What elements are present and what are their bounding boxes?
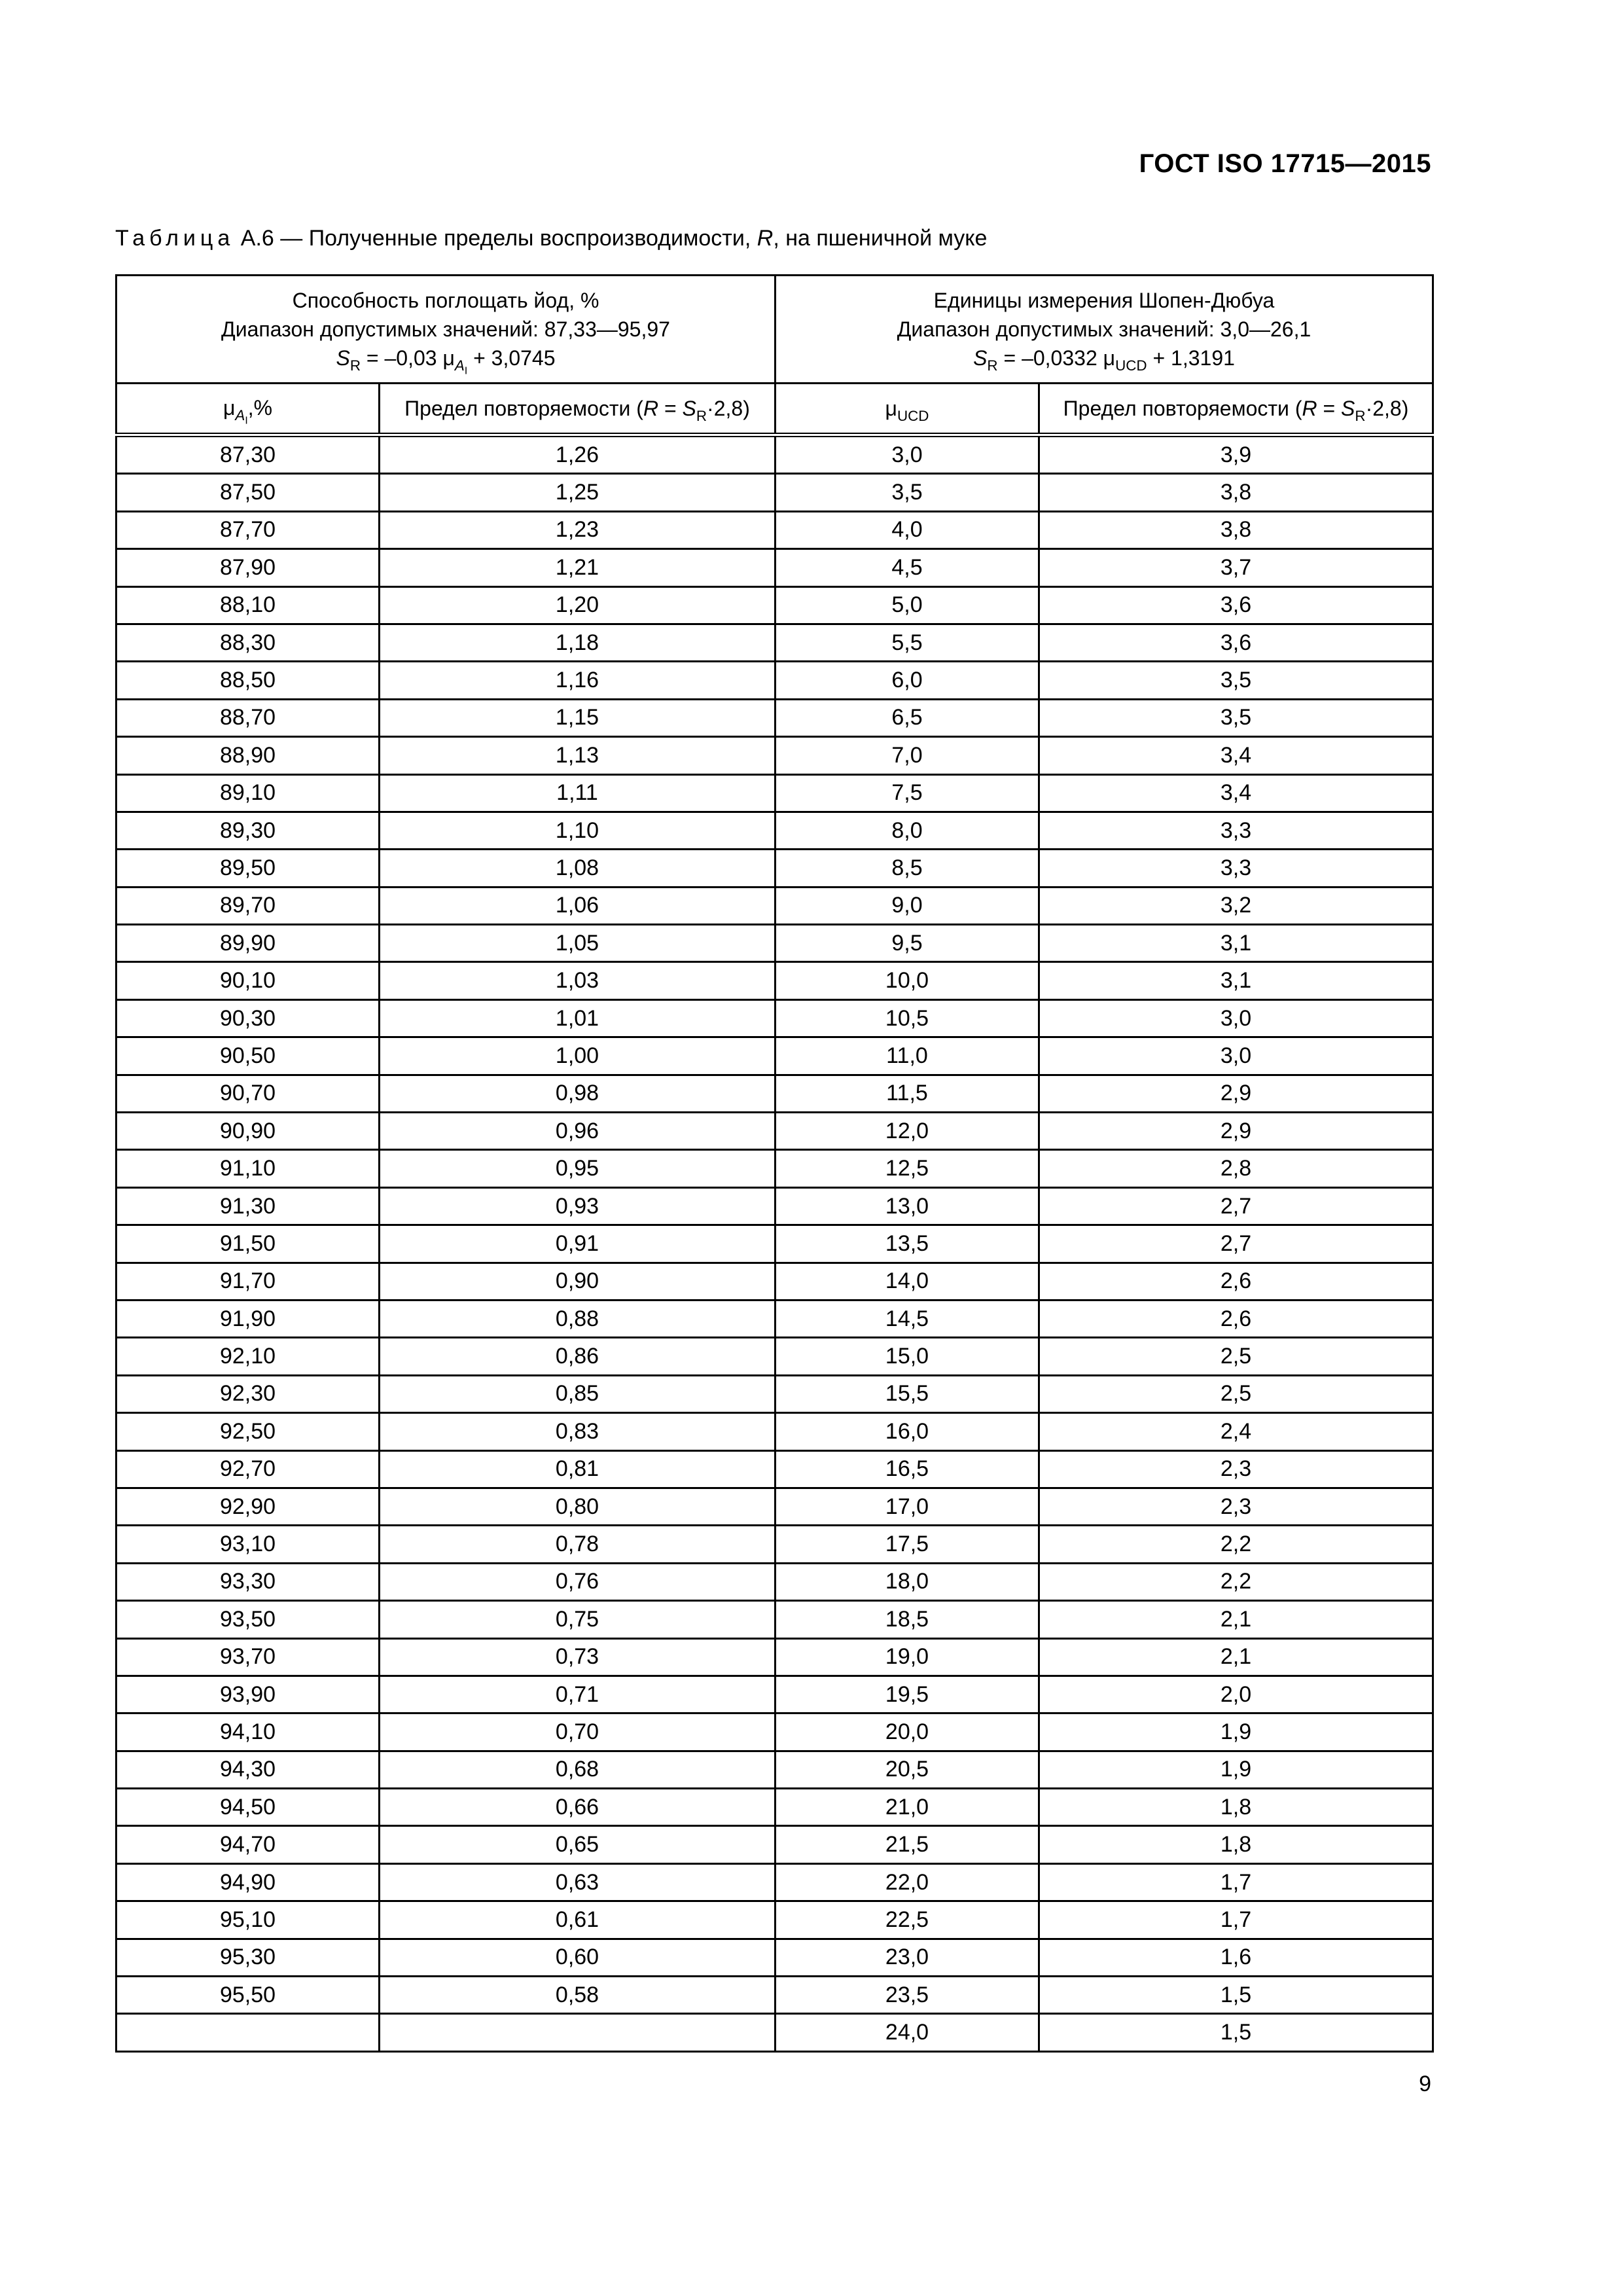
table-cell: 17,5: [776, 1526, 1039, 1563]
table-row: [116, 1526, 1433, 1563]
table-cell: 15,5: [776, 1375, 1039, 1412]
table-cell: 2,9: [1039, 1075, 1433, 1112]
table-cell: 3,6: [1039, 624, 1433, 661]
table-cell: 17,0: [776, 1488, 1039, 1525]
table-cell: 89,90: [116, 925, 380, 962]
table-cell: 20,5: [776, 1751, 1039, 1788]
table-cell: [116, 2014, 380, 2051]
table-row: [116, 1113, 1433, 1150]
table-cell: 2,3: [1039, 1488, 1433, 1525]
table-cell: 87,30: [116, 435, 380, 474]
group2-formula: $S_R = -0,0332$ $\mu_{UCD} + 1,3191$: [973, 346, 1235, 374]
table-cell: 92,10: [116, 1338, 380, 1375]
table-cell: 88,50: [116, 662, 380, 699]
col-header-limit-chopin: Предел повторяемости $(R = S_R\cdot 2,8)$: [1039, 384, 1433, 435]
table-cell: 0,61: [380, 1901, 776, 1939]
table-row: [116, 1300, 1433, 1337]
table-cell: 92,50: [116, 1413, 380, 1450]
table-cell: 0,76: [380, 1563, 776, 1600]
table-cell: 3,8: [1039, 474, 1433, 511]
table-cell: 89,30: [116, 812, 380, 849]
table-row: [116, 925, 1433, 962]
table-cell: 2,4: [1039, 1413, 1433, 1450]
table-cell: 87,90: [116, 549, 380, 586]
table-cell: 89,10: [116, 774, 380, 812]
table-cell: 1,11: [380, 774, 776, 812]
table-cell: 1,05: [380, 925, 776, 962]
table-cell: 95,50: [116, 1977, 380, 2014]
table-cell: 2,8: [1039, 1150, 1433, 1187]
caption-label: Таблица: [115, 226, 235, 251]
table-cell: 19,5: [776, 1676, 1039, 1713]
table-row: [116, 1338, 1433, 1375]
table-cell: 8,5: [776, 850, 1039, 887]
table-row: [116, 1375, 1433, 1412]
table-row: [116, 1413, 1433, 1450]
table-cell: 12,0: [776, 1113, 1039, 1150]
table-cell: 1,26: [380, 435, 776, 474]
col-header-mu-ai: $\mu_{A_I},\%$: [116, 384, 380, 435]
table-cell: 13,0: [776, 1187, 1039, 1225]
group-header-chopin: [776, 276, 1433, 384]
table-cell: 1,25: [380, 474, 776, 511]
table-cell: 13,5: [776, 1225, 1039, 1263]
table-cell: 0,91: [380, 1225, 776, 1263]
page-number: 9: [1419, 2072, 1431, 2096]
table-cell: 0,93: [380, 1187, 776, 1225]
table-row: [116, 850, 1433, 887]
group2-title: Единицы измерения Шопен-Дюбуа: [933, 288, 1275, 312]
table-row: [116, 699, 1433, 736]
table-cell: 7,5: [776, 774, 1039, 812]
table-cell: 2,9: [1039, 1113, 1433, 1150]
table-cell: 15,0: [776, 1338, 1039, 1375]
group1-title: Способность поглощать йод, %: [292, 288, 599, 312]
table-cell: 1,18: [380, 624, 776, 661]
table-cell: 3,0: [1039, 1037, 1433, 1075]
table-row: [116, 435, 1433, 474]
table-row: [116, 662, 1433, 699]
caption-var: R: [757, 226, 774, 251]
table-cell: 3,0: [776, 435, 1039, 474]
table-row: [116, 1826, 1433, 1863]
table-cell: 2,2: [1039, 1526, 1433, 1563]
caption-text-before: А.6 — Полученные пределы воспроизводимости,: [240, 226, 757, 251]
table-cell: 22,0: [776, 1863, 1039, 1901]
table-row: [116, 549, 1433, 586]
table-cell: 1,6: [1039, 1939, 1433, 1976]
table-row: [116, 1187, 1433, 1225]
table-cell: 16,5: [776, 1450, 1039, 1488]
table-cell: 0,66: [380, 1789, 776, 1826]
table-cell: 0,90: [380, 1263, 776, 1300]
table-cell: 0,81: [380, 1450, 776, 1488]
table-cell: 1,8: [1039, 1826, 1433, 1863]
table-cell: 11,0: [776, 1037, 1039, 1075]
table-cell: 3,4: [1039, 774, 1433, 812]
table-cell: 1,08: [380, 850, 776, 887]
table-cell: 19,0: [776, 1638, 1039, 1676]
table-cell: 94,90: [116, 1863, 380, 1901]
table-cell: 94,10: [116, 1713, 380, 1751]
table-row: [116, 1638, 1433, 1676]
table-cell: 0,65: [380, 1826, 776, 1863]
table-cell: 94,50: [116, 1789, 380, 1826]
table-cell: 1,16: [380, 662, 776, 699]
table-cell: 10,0: [776, 962, 1039, 999]
group1-range: Диапазон допустимых значений: 87,33—95,97: [221, 317, 670, 341]
table-cell: 0,71: [380, 1676, 776, 1713]
table-cell: 88,70: [116, 699, 380, 736]
table-row: [116, 1977, 1433, 2014]
table-cell: 0,98: [380, 1075, 776, 1112]
table-cell: 2,1: [1039, 1638, 1433, 1676]
table-cell: 95,10: [116, 1901, 380, 1939]
table-cell: 0,75: [380, 1601, 776, 1638]
table-cell: 0,58: [380, 1977, 776, 2014]
table-cell: 0,85: [380, 1375, 776, 1412]
table-cell: 3,1: [1039, 962, 1433, 999]
col-header-mu-ucd: $\mu_{UCD}$: [776, 384, 1039, 435]
table-cell: 3,8: [1039, 511, 1433, 548]
table-cell: 89,50: [116, 850, 380, 887]
table-cell: 2,5: [1039, 1375, 1433, 1412]
table-row: [116, 1563, 1433, 1600]
table-row: [116, 1789, 1433, 1826]
table-cell: 91,30: [116, 1187, 380, 1225]
table-cell: 95,30: [116, 1939, 380, 1976]
table-cell: 1,21: [380, 549, 776, 586]
table-cell: 9,0: [776, 887, 1039, 924]
table-cell: 7,0: [776, 737, 1039, 774]
table-cell: 4,0: [776, 511, 1039, 548]
table-cell: 3,2: [1039, 887, 1433, 924]
table-cell: 3,5: [1039, 662, 1433, 699]
table-cell: 1,5: [1039, 1977, 1433, 2014]
table-cell: 0,68: [380, 1751, 776, 1788]
table-cell: 6,0: [776, 662, 1039, 699]
table-row: [116, 1075, 1433, 1112]
col-header-limit-iodine: Предел повторяемости $(R = S_R\cdot 2,8)$: [380, 384, 776, 435]
table-cell: 93,10: [116, 1526, 380, 1563]
table-row: [116, 2014, 1433, 2051]
table-cell: 88,10: [116, 586, 380, 624]
table-cell: 89,70: [116, 887, 380, 924]
table-row: [116, 737, 1433, 774]
table-cell: 0,73: [380, 1638, 776, 1676]
table-cell: 0,70: [380, 1713, 776, 1751]
table-cell: 23,0: [776, 1939, 1039, 1976]
table-cell: 1,23: [380, 511, 776, 548]
table-cell: 92,90: [116, 1488, 380, 1525]
table-cell: 3,0: [1039, 999, 1433, 1037]
table-cell: 3,5: [776, 474, 1039, 511]
table-row: [116, 1150, 1433, 1187]
table-row: [116, 774, 1433, 812]
table-cell: 2,5: [1039, 1338, 1433, 1375]
table-cell: 1,13: [380, 737, 776, 774]
table-cell: 4,5: [776, 549, 1039, 586]
table-cell: 1,5: [1039, 2014, 1433, 2051]
table-cell: 2,6: [1039, 1263, 1433, 1300]
table-cell: 20,0: [776, 1713, 1039, 1751]
table-cell: 9,5: [776, 925, 1039, 962]
group-header-iodine: [116, 276, 776, 384]
table-cell: 16,0: [776, 1413, 1039, 1450]
table-row: [116, 586, 1433, 624]
table-cell: 3,9: [1039, 435, 1433, 474]
table-cell: 87,50: [116, 474, 380, 511]
table-cell: 21,5: [776, 1826, 1039, 1863]
table-cell: 0,83: [380, 1413, 776, 1450]
table-cell: 6,5: [776, 699, 1039, 736]
table-cell: 11,5: [776, 1075, 1039, 1112]
group1-formula: $S_R = -0,03$ $\mu_{A_I} + 3,0745$: [336, 346, 556, 377]
table-row: [116, 962, 1433, 999]
table-row: [116, 1901, 1433, 1939]
document-code: ГОСТ ISO 17715—2015: [1139, 149, 1431, 178]
table-cell: 1,9: [1039, 1751, 1433, 1788]
table-cell: 1,9: [1039, 1713, 1433, 1751]
table-cell: 90,90: [116, 1113, 380, 1150]
table-cell: 2,1: [1039, 1601, 1433, 1638]
table-cell: 3,6: [1039, 586, 1433, 624]
table-cell: 1,15: [380, 699, 776, 736]
table-cell: 91,10: [116, 1150, 380, 1187]
table-row: [116, 1601, 1433, 1638]
table-row: [116, 812, 1433, 849]
table-cell: 3,4: [1039, 737, 1433, 774]
table-cell: 90,70: [116, 1075, 380, 1112]
table-cell: 23,5: [776, 1977, 1039, 2014]
table-cell: 90,10: [116, 962, 380, 999]
table-cell: 2,7: [1039, 1225, 1433, 1263]
table-row: [116, 1939, 1433, 1976]
table-cell: 0,63: [380, 1863, 776, 1901]
table-cell: 14,0: [776, 1263, 1039, 1300]
group2-range: Диапазон допустимых значений: 3,0—26,1: [897, 317, 1311, 341]
table-cell: 10,5: [776, 999, 1039, 1037]
table-cell: 2,2: [1039, 1563, 1433, 1600]
table-cell: 2,6: [1039, 1300, 1433, 1337]
caption-text-after: , на пшеничной муке: [773, 226, 988, 251]
table-row: [116, 474, 1433, 511]
reproducibility-table-container: [115, 274, 1432, 2053]
table-cell: 93,70: [116, 1638, 380, 1676]
table-caption: [115, 226, 987, 251]
table-cell: 90,30: [116, 999, 380, 1037]
table-cell: 0,86: [380, 1338, 776, 1375]
table-row: [116, 1863, 1433, 1901]
table-cell: 94,70: [116, 1826, 380, 1863]
table-cell: 8,0: [776, 812, 1039, 849]
table-cell: 3,3: [1039, 850, 1433, 887]
table-row: [116, 1450, 1433, 1488]
table-body: [116, 435, 1433, 2052]
table-row: [116, 1263, 1433, 1300]
table-cell: 87,70: [116, 511, 380, 548]
table-cell: 1,10: [380, 812, 776, 849]
group-header-row: [116, 276, 1433, 384]
table-cell: 12,5: [776, 1150, 1039, 1187]
table-cell: 2,0: [1039, 1676, 1433, 1713]
table-cell: 1,01: [380, 999, 776, 1037]
table-cell: 22,5: [776, 1901, 1039, 1939]
table-row: [116, 1225, 1433, 1263]
table-cell: 1,7: [1039, 1901, 1433, 1939]
table-cell: 91,90: [116, 1300, 380, 1337]
table-cell: 92,30: [116, 1375, 380, 1412]
table-cell: 3,7: [1039, 549, 1433, 586]
table-cell: 1,03: [380, 962, 776, 999]
table-cell: 0,78: [380, 1526, 776, 1563]
table-cell: 18,0: [776, 1563, 1039, 1600]
table-row: [116, 624, 1433, 661]
table-cell: 24,0: [776, 2014, 1039, 2051]
table-cell: 93,50: [116, 1601, 380, 1638]
table-cell: 3,1: [1039, 925, 1433, 962]
table-row: [116, 1488, 1433, 1525]
table-cell: 91,50: [116, 1225, 380, 1263]
table-cell: 1,06: [380, 887, 776, 924]
table-cell: 1,20: [380, 586, 776, 624]
table-cell: 2,7: [1039, 1187, 1433, 1225]
table-cell: 0,96: [380, 1113, 776, 1150]
table-cell: 21,0: [776, 1789, 1039, 1826]
table-row: [116, 1713, 1433, 1751]
table-cell: 1,00: [380, 1037, 776, 1075]
table-cell: 93,90: [116, 1676, 380, 1713]
table-cell: 1,7: [1039, 1863, 1433, 1901]
table-cell: 0,95: [380, 1150, 776, 1187]
table-cell: 2,3: [1039, 1450, 1433, 1488]
table-cell: 5,0: [776, 586, 1039, 624]
table-cell: 0,80: [380, 1488, 776, 1525]
table-row: [116, 1037, 1433, 1075]
table-cell: 88,30: [116, 624, 380, 661]
table-cell: 3,3: [1039, 812, 1433, 849]
table-cell: 90,50: [116, 1037, 380, 1075]
table-cell: 18,5: [776, 1601, 1039, 1638]
table-row: [116, 1751, 1433, 1788]
table-cell: 0,60: [380, 1939, 776, 1976]
table-row: [116, 999, 1433, 1037]
table-cell: 92,70: [116, 1450, 380, 1488]
table-cell: [380, 2014, 776, 2051]
table-cell: 5,5: [776, 624, 1039, 661]
table-cell: 93,30: [116, 1563, 380, 1600]
table-row: [116, 887, 1433, 924]
table-cell: 14,5: [776, 1300, 1039, 1337]
reproducibility-table: [115, 274, 1434, 2053]
sub-header-row: [116, 384, 1433, 435]
table-cell: 88,90: [116, 737, 380, 774]
table-cell: 91,70: [116, 1263, 380, 1300]
table-row: [116, 511, 1433, 548]
table-cell: 3,5: [1039, 699, 1433, 736]
table-row: [116, 1676, 1433, 1713]
table-cell: 94,30: [116, 1751, 380, 1788]
table-cell: 1,8: [1039, 1789, 1433, 1826]
table-cell: 0,88: [380, 1300, 776, 1337]
